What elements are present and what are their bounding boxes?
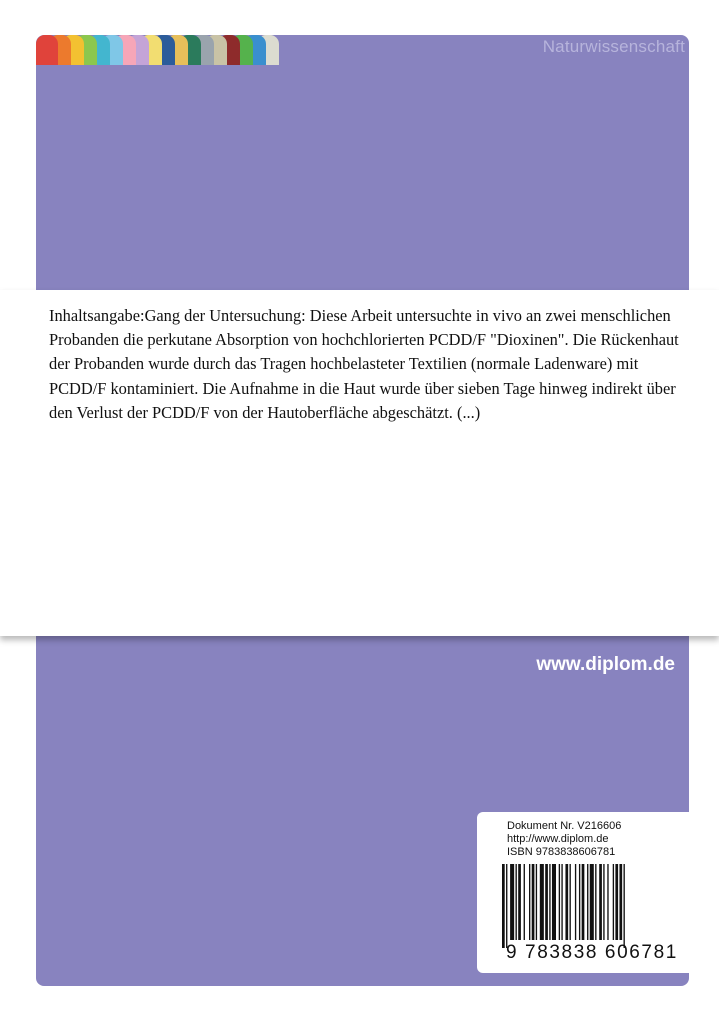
barcode-digits: 9 783838 606781 — [506, 942, 678, 963]
barcode-bar — [570, 864, 571, 940]
barcode-bar — [552, 864, 556, 940]
barcode-bar — [532, 864, 535, 940]
barcode-bar — [607, 864, 608, 940]
document-url[interactable]: http://www.diplom.de — [507, 833, 609, 845]
barcode-bar — [587, 864, 588, 940]
barcode-bar — [575, 864, 576, 940]
color-tab-strip — [36, 35, 286, 65]
barcode-bar — [540, 864, 544, 940]
document-info — [507, 820, 621, 859]
barcode-bar — [524, 864, 525, 940]
barcode-bar — [549, 864, 550, 940]
website-link[interactable]: www.diplom.de — [536, 654, 675, 675]
category-label: Naturwissenschaft — [542, 37, 685, 56]
barcode-bar — [510, 864, 514, 940]
barcode-bar — [536, 864, 537, 940]
abstract-text: Inhaltsangabe:Gang der Untersuchung: Diese Arbeit untersuchte in vivo an zwei menschlichen Probanden die perkutane Absorption von hochchlorierten PCDD/F "Dioxinen". Die Rückenhaut der Probanden wurde durch das Tragen hochbelasteter Textilien (normale Ladenware) mit PCDD/F kontaminiert. Die Aufnahme in die Haut wurde über sieben Tage hinweg indirekt über den Verlust der PCDD/F von der Hautoberfläche abgeschätzt. (...) — [49, 306, 679, 422]
barcode-icon — [502, 864, 677, 948]
barcode-bar — [545, 864, 548, 940]
barcode-bar — [516, 864, 517, 940]
color-tab — [36, 35, 58, 65]
barcode-bar — [590, 864, 594, 940]
info-box — [477, 812, 692, 973]
barcode-bar — [599, 864, 602, 940]
barcode-bar — [613, 864, 614, 940]
barcode-bar — [529, 864, 530, 940]
barcode-bar — [565, 864, 568, 940]
barcode-bar — [579, 864, 580, 940]
barcode-bar — [559, 864, 560, 940]
top-cover-panel — [36, 35, 689, 290]
isbn-number: ISBN 9783838606781 — [507, 846, 616, 858]
barcode-bar — [603, 864, 604, 940]
barcode-bar — [619, 864, 622, 940]
barcode-bar — [595, 864, 596, 940]
document-number: Dokument Nr. V216606 — [507, 820, 622, 832]
barcode-bar — [518, 864, 521, 940]
barcode-bar — [615, 864, 618, 940]
barcode-bar — [506, 864, 507, 948]
barcode-bar — [624, 864, 625, 948]
barcode-bar — [582, 864, 585, 940]
barcode-bar — [502, 864, 505, 948]
abstract-area — [0, 290, 719, 636]
barcode-bar — [561, 864, 562, 940]
